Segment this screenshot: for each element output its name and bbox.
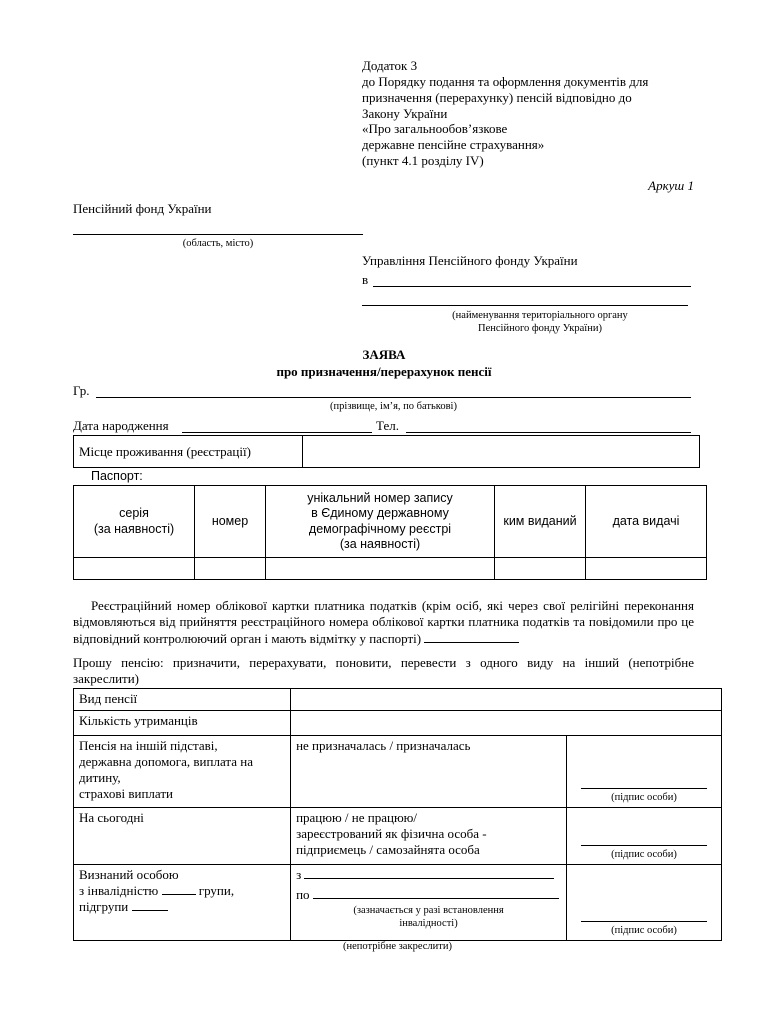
- disability-to-label: по: [296, 886, 310, 902]
- appendix-line: державне пенсійне страхування»: [362, 137, 545, 153]
- employment-status-line: зареєстрований як фізична особа -: [296, 825, 487, 841]
- disability-subgroup-label: підгрупи: [79, 898, 129, 914]
- passport-number-field[interactable]: [195, 558, 266, 580]
- pension-type-field[interactable]: [291, 689, 722, 711]
- department-caption-line: Пенсійного фонду України): [478, 322, 602, 334]
- residence-field[interactable]: [303, 436, 700, 468]
- fund-name: Пенсійний фонд України: [73, 201, 212, 216]
- department-field[interactable]: [373, 273, 691, 287]
- passport-col-series-note: (за наявності): [93, 521, 175, 536]
- disability-period: [291, 865, 567, 941]
- birth-date-label: Дата народження: [73, 418, 169, 433]
- disability-subgroup-line: [79, 899, 285, 915]
- footer-note: (непотрібне закреслити): [343, 941, 452, 952]
- other-benefits-value[interactable]: не призначалась / призначалась: [291, 736, 567, 808]
- signature-line[interactable]: [581, 788, 707, 789]
- employment-status[interactable]: [291, 808, 567, 865]
- signature-caption: (підпис особи): [611, 925, 677, 937]
- passport-col-uniq: [266, 486, 495, 558]
- signature-cell: [566, 865, 721, 941]
- signature-line[interactable]: [581, 845, 707, 846]
- disability-to-field[interactable]: [313, 887, 559, 899]
- region-field[interactable]: [73, 221, 363, 235]
- passport-issuer-field[interactable]: [495, 558, 586, 580]
- appendix-line: «Про загальнообов’язкове: [362, 121, 508, 137]
- request-paragraph: Прошу пенсію: призначити, перерахувати, поновити, перевести з одного виду на інший (непотрібне закреслити): [73, 655, 694, 687]
- other-benefits-line: Пенсія на іншій підставі,: [79, 738, 218, 753]
- passport-col-series-label: серія: [119, 506, 149, 521]
- passport-col-uniq-line: демографічному реєстрі: [308, 521, 452, 536]
- tax-number-text: Реєстраційний номер облікової картки платника податків (крім осіб, які через свої релігійні переконання відмовляються від прийняття реєстраційного номера облікової картки платника податків та повідомили про це відповідний контролюючий орган і мають відмітку у паспорті): [73, 598, 694, 646]
- appendix-line: Закону України: [362, 105, 448, 121]
- signature-cell: [566, 808, 721, 865]
- full-name-caption: (прізвище, ім’я, по батькові): [330, 401, 457, 412]
- signature-caption: (підпис особи): [611, 792, 677, 804]
- disability-from-field[interactable]: [304, 867, 554, 879]
- signature-cell: [566, 736, 721, 808]
- passport-col-series: [74, 486, 195, 558]
- other-benefits-line: державна допомога, виплата на: [79, 753, 253, 769]
- residence-table: [73, 435, 700, 468]
- passport-date-field[interactable]: [586, 558, 707, 580]
- residence-label: Місце проживання (реєстрації): [74, 436, 303, 468]
- disability-group-prefix: з інвалідністю: [79, 882, 159, 898]
- passport-col-date: дата видачі: [586, 486, 707, 558]
- full-name-field[interactable]: [96, 384, 691, 398]
- disability-caption: [296, 905, 561, 931]
- passport-uniq-field[interactable]: [266, 558, 495, 580]
- passport-col-uniq-line: (за наявності): [339, 536, 421, 551]
- sheet-number: Аркуш 1: [648, 178, 694, 193]
- passport-col-issuer: ким виданий: [495, 486, 586, 558]
- passport-col-uniq-line: в Єдиному державному: [311, 506, 449, 521]
- disability-subgroup-field[interactable]: [132, 899, 168, 911]
- disability-group-suffix: групи,: [198, 882, 235, 898]
- disability-from-line: [296, 867, 561, 883]
- disability-line: Визнаний особою: [79, 867, 179, 882]
- pension-type-label: Вид пенсії: [74, 689, 291, 711]
- region-caption: (область, місто): [182, 238, 254, 249]
- signature-line[interactable]: [581, 921, 707, 922]
- phone-label: Тел.: [376, 418, 399, 433]
- birth-date-field[interactable]: [182, 419, 372, 433]
- appendix-header: [362, 58, 722, 169]
- disability-group-line: [79, 883, 285, 899]
- today-label: На сьогодні: [74, 808, 291, 865]
- disability-to-line: [296, 887, 561, 903]
- phone-field[interactable]: [406, 419, 691, 433]
- other-benefits-label: [74, 736, 291, 808]
- employment-status-line: підприємець / самозайнята особа: [296, 841, 480, 857]
- document-subtitle: про призначення/перерахунок пенсії: [276, 364, 492, 379]
- disability-group-field[interactable]: [162, 883, 196, 895]
- dependents-label: Кількість утриманців: [74, 711, 291, 736]
- passport-label: Паспорт:: [91, 469, 143, 483]
- appendix-number: Додаток 3: [362, 58, 418, 73]
- tax-number-paragraph: [73, 598, 694, 647]
- tax-number-field[interactable]: [424, 631, 519, 643]
- passport-col-uniq-line: унікальний номер запису: [307, 491, 453, 505]
- department-caption-line: (найменування територіального органу: [452, 310, 628, 321]
- department-caption: [390, 310, 690, 336]
- appendix-line: (пункт 4.1 розділу IV): [362, 153, 484, 169]
- signature-caption: (підпис особи): [611, 849, 677, 861]
- department-prefix: в: [362, 272, 369, 287]
- details-table: [73, 688, 722, 941]
- other-benefits-line: страхові виплати: [79, 785, 173, 801]
- disability-label: [74, 865, 291, 941]
- passport-series-field[interactable]: [74, 558, 195, 580]
- passport-table: [73, 485, 707, 580]
- other-benefits-line: дитину,: [79, 769, 121, 785]
- name-prefix: Гр.: [73, 383, 90, 398]
- appendix-line: до Порядку подання та оформлення документів для: [362, 73, 649, 89]
- passport-col-number: номер: [195, 486, 266, 558]
- dependents-field[interactable]: [291, 711, 722, 736]
- appendix-line: призначення (перерахунку) пенсій відповідно до: [362, 89, 632, 105]
- department-field-2[interactable]: [362, 292, 688, 306]
- disability-from-label: з: [296, 867, 302, 882]
- disability-caption-line: (зазначається у разі встановлення: [353, 904, 504, 916]
- employment-status-line: працюю / не працюю/: [296, 810, 417, 825]
- department-title: Управління Пенсійного фонду України: [362, 253, 578, 268]
- document-title: ЗАЯВА: [362, 347, 406, 362]
- disability-caption-line: інвалідності): [399, 917, 458, 929]
